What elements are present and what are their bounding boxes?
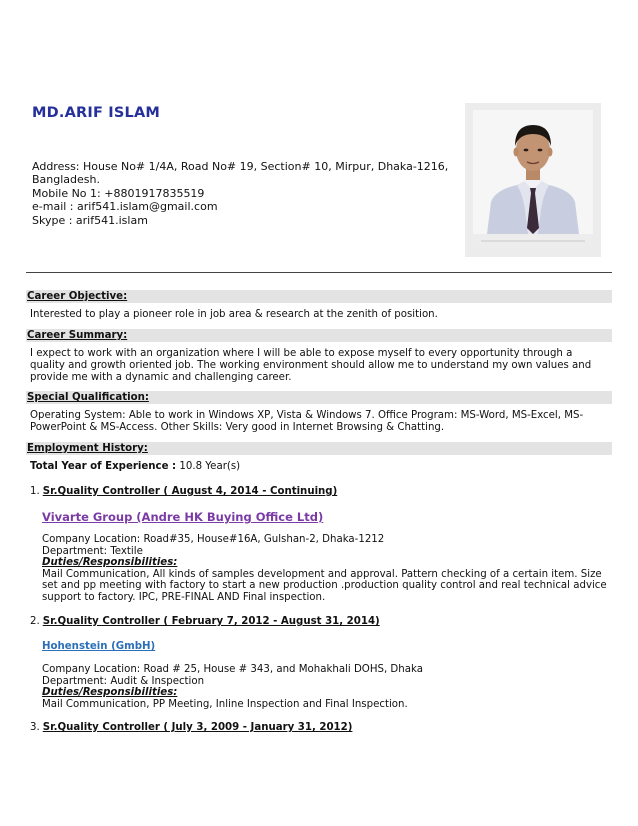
company-location: Company Location: Road#35, House#16A, Gulshan-2, Dhaka-1212 [42, 534, 385, 545]
contact-block [32, 160, 452, 227]
section-career-summary [26, 329, 612, 342]
profile-photo [473, 110, 593, 248]
mobile-number: Mobile No 1: +8801917835519 [32, 186, 205, 200]
email-address: e-mail : arif541.islam@gmail.com [32, 200, 218, 214]
duties-text: Mail Communication, All kinds of samples development and approval. Pattern checking of a certain item. Size set and pp meeting with factory to start a new production .production quality control and real technical advice support to factory. IPC, PRE-FINAL AND Final inspection. [42, 568, 607, 603]
duties-label: Duties/Responsibilities: [42, 687, 178, 699]
duties-text: Mail Communication, PP Meeting, Inline Inspection and Final Inspection. [42, 698, 408, 710]
section-employment-history [26, 442, 612, 455]
profile-photo-icon [473, 110, 593, 248]
section-heading: Employment History: [27, 443, 148, 454]
career-summary-text: I expect to work with an organization where I will be able to expose myself to every opportunity through a quality and growth oriented job. The working environment should allow me to understand my own values and provide me with a dynamic and challenging career. [30, 348, 592, 383]
section-heading: Career Summary: [27, 330, 128, 341]
job-title-text: Sr.Quality Controller ( February 7, 2012 - August 31, 2014) [42, 616, 380, 627]
company-link-2[interactable]: Hohenstein (GmbH) [42, 641, 156, 652]
section-career-objective [26, 290, 612, 303]
job-details-1 [42, 534, 607, 604]
department: Department: Textile [42, 545, 143, 557]
job-number: 2. [30, 616, 40, 627]
candidate-name: MD.ARIF ISLAM [32, 105, 161, 121]
total-experience-value: 10.8 Year(s) [179, 461, 241, 472]
address-line-2: Bangladesh. [32, 173, 100, 187]
special-qualification-text: Operating System: Able to work in Windows XP, Vista & Windows 7. Office Program: MS-Word, MS-Excel, MS-PowerPoint & MS-Access. Other Skills: Very good in Internet Browsing & Chatting. [30, 410, 584, 433]
job-title-1 [30, 486, 337, 497]
job-number: 1. [30, 486, 40, 497]
profile-photo-frame [465, 103, 601, 257]
job-number: 3. [30, 722, 40, 733]
skype-id: Skype : arif541.islam [32, 213, 148, 227]
total-experience-label: Total Year of Experience : [30, 461, 177, 472]
job-title-text: Sr.Quality Controller ( July 3, 2009 - January 31, 2012) [42, 722, 353, 733]
department: Department: Audit & Inspection [42, 675, 205, 687]
header-divider [26, 272, 612, 273]
company-location: Company Location: Road # 25, House # 343, and Mohakhali DOHS, Dhaka [42, 664, 423, 675]
total-experience [30, 461, 610, 473]
job-title-2 [30, 616, 380, 627]
company-link-1[interactable]: Vivarte Group (Andre HK Buying Office Ltd) [42, 510, 324, 524]
job-title-3 [30, 722, 352, 733]
section-heading: Career Objective: [27, 291, 128, 302]
section-heading: Special Qualification: [27, 392, 149, 403]
job-details-2 [42, 664, 607, 710]
address-line-1: Address: House No# 1/4A, Road No# 19, Section# 10, Mirpur, Dhaka-1216, [32, 160, 449, 173]
career-objective-text: Interested to play a pioneer role in job area & research at the zenith of position. [30, 309, 438, 320]
duties-label: Duties/Responsibilities: [42, 557, 178, 569]
section-special-qualification [26, 391, 612, 404]
job-title-text: Sr.Quality Controller ( August 4, 2014 - Continuing) [42, 486, 338, 497]
